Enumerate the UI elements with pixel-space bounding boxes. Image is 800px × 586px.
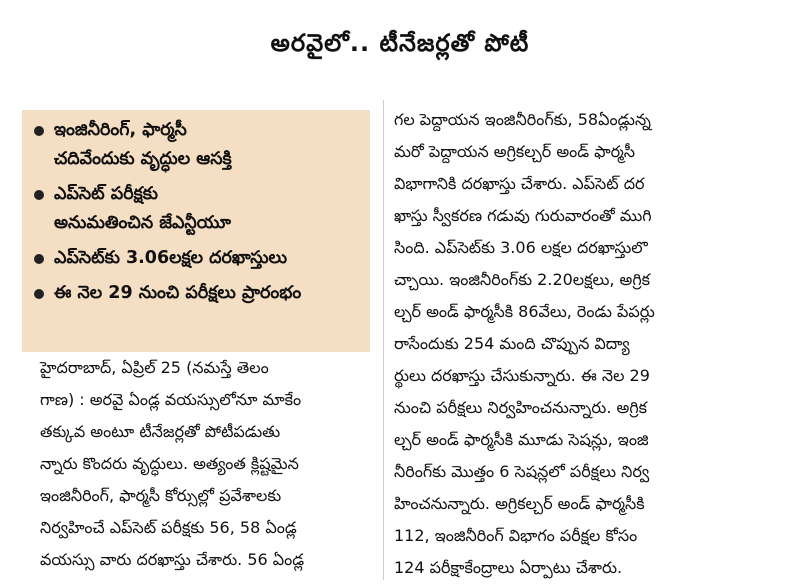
highlight-text (54, 244, 287, 273)
highlight-text (54, 279, 301, 308)
body-line: ఇంజినీరింగ్, ఫార్మసీ కోర్సుల్లో ప్రవేశాలకు (40, 486, 282, 505)
body-line: ల్చర్ అండ్ ఫార్మసీకి మూడు సెషన్లు, ఇంజి (394, 430, 649, 449)
highlight-line: ఎప్‌సెట్ పరీక్షకు (54, 184, 158, 204)
highlight-item (32, 116, 362, 174)
body-line: వయస్సు వారు దరఖాస్తు చేశారు. 56 ఏండ్ల (40, 550, 305, 569)
article-body-left-column (40, 352, 304, 576)
highlight-line: ఇంజినీరింగ్, ఫార్మసీ (54, 120, 187, 140)
highlight-line: ఈ నెల 29 నుంచి పరీక్షలు ప్రారంభం (54, 283, 302, 303)
highlight-line: చదివేందుకు వృద్ధుల ఆసక్తి (54, 149, 232, 169)
body-line: చ్చాయి. ఇంజినీరింగ్‌కు 2.20లక్షలు, అగ్రిక (394, 270, 651, 289)
body-line: 124 పరీక్షాకేంద్రాలు ఏర్పాటు చేశారు. (394, 558, 623, 577)
body-line: సింది. ఎప్‌సెట్‌కు 3.06 లక్షల దరఖాస్తులొ (394, 238, 648, 257)
column-divider (383, 100, 384, 580)
body-line: ఖాస్తు స్వీకరణ గడువు గురువారంతో ముగి (394, 206, 652, 225)
body-line: మరో పెద్దాయన అగ్రికల్చర్ అండ్ ఫార్మసీ (394, 142, 635, 161)
body-line: న్నారు కొందరు వృద్ధులు. అత్యంత క్లిష్టమైన (40, 454, 299, 473)
highlight-text (54, 116, 232, 174)
bullet-icon (34, 126, 44, 136)
highlights-box (22, 110, 370, 352)
highlight-line: ఎప్‌సెట్‌కు 3.06లక్షల దరఖాస్తులు (54, 248, 288, 268)
body-line: 112, ఇంజినీరింగ్ విభాగం పరీక్షల కోసం (394, 526, 638, 545)
article-headline: అరవైలో.. టీనేజర్లతో పోటీ (270, 29, 530, 57)
body-line: విభాగానికి దరఖాస్తు చేశారు. ఎప్‌సెట్ దర (394, 174, 645, 193)
body-line: నిర్వహించే ఎప్‌సెట్ పరీక్షకు 56, 58 ఏండ్ల (40, 518, 297, 537)
body-line: తక్కువ అంటూ టీనేజర్లతో పోటీపడుతు (40, 422, 281, 441)
body-line: హించనున్నారు. అగ్రికల్చర్ అండ్ ఫార్మసీకి (394, 494, 645, 513)
bullet-icon (34, 289, 44, 299)
body-line: నుంచి పరీక్షలు నిర్వహించనున్నారు. అగ్రిక (394, 398, 648, 417)
highlight-line: అనుమతించిన జేఎన్టీయూ (54, 213, 231, 233)
body-line: రాసేందుకు 254 మంది చొప్పున విద్యా (394, 334, 630, 353)
highlight-item (32, 279, 362, 308)
bullet-icon (34, 190, 44, 200)
body-line: గల పెద్దాయన ఇంజినీరింగ్‌కు, 58ఏండ్లున్న (394, 110, 651, 129)
highlight-item (32, 180, 362, 238)
bullet-icon (34, 254, 44, 264)
body-line: గాణ) : అరవై ఏండ్ల వయస్సులోనూ మాకేం (40, 390, 302, 409)
highlight-item (32, 244, 362, 273)
body-line: ర్థులు దరఖాస్తు చేసుకున్నారు. ఈ నెల 29 (394, 366, 650, 385)
article-body-right-column (394, 104, 655, 584)
body-line: నీరింగ్‌కు మొత్తం 6 సెషన్లలో పరీక్షలు నిర్వ (394, 462, 650, 481)
highlight-text (54, 180, 231, 238)
body-line: హైదరాబాద్, ఏప్రిల్ 25 (నమస్తే తెలం (40, 358, 269, 377)
body-line: ల్చర్ అండ్ ఫార్మసీకి 86వేలు, రెండు పేపర్లు (394, 302, 655, 321)
